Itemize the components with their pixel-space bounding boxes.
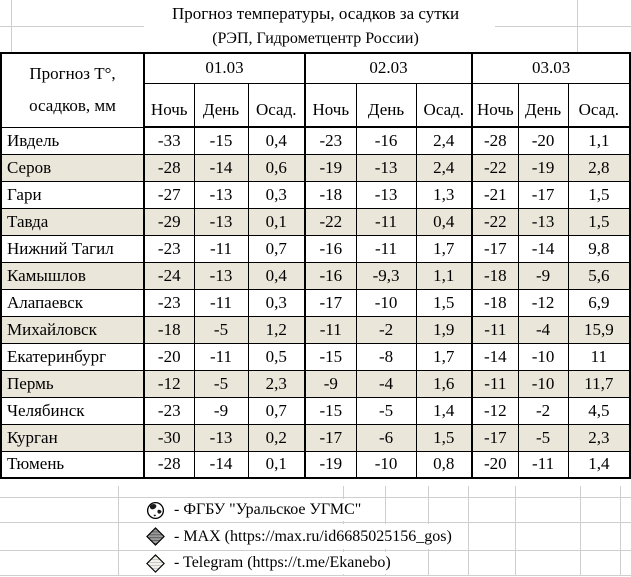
value-cell: -11 [194,235,248,262]
gridline [515,486,516,576]
value-cell: 1,3 [416,181,472,208]
page-title: Прогноз температуры, осадков за сутки [171,4,460,23]
value-cell: 0,6 [248,154,305,181]
table-row [1,289,630,316]
value-cell: -18 [144,316,194,343]
value-cell: 1,1 [416,262,472,289]
gridline [580,486,581,576]
value-cell: -5 [194,316,248,343]
value-cell: -18 [472,289,518,316]
subheader-precip: Осад. [248,83,305,127]
subheader-night: Ночь [472,83,518,127]
telegram-hatched-diamond-icon [145,553,165,573]
value-cell: -10 [518,343,568,370]
city-name: Ивдель [1,127,144,154]
value-cell: 1,6 [416,370,472,397]
subheader-precip: Осад. [568,83,630,127]
value-cell: 0,1 [248,208,305,235]
value-cell: -17 [305,289,356,316]
table-row [1,127,630,154]
table-row [1,397,630,424]
value-cell: -13 [194,208,248,235]
city-name: Екатеринбург [1,343,144,370]
value-cell: -16 [305,262,356,289]
city-name: Курган [1,424,144,451]
value-cell: -13 [356,154,416,181]
value-cell: -17 [472,424,518,451]
value-cell: 1,2 [248,316,305,343]
value-cell: -22 [472,208,518,235]
gridline [0,550,631,551]
value-cell: -23 [144,289,194,316]
value-cell: -19 [518,154,568,181]
date-header-1: 01.03 [144,53,305,83]
value-cell: -29 [144,208,194,235]
forecast-table-body [1,127,630,478]
city-name: Тавда [1,208,144,235]
value-cell: -18 [305,181,356,208]
gridline [620,486,621,576]
forecast-table [0,52,631,479]
value-cell: 0,4 [248,127,305,154]
gridline [118,486,119,576]
city-name: Алапаевск [1,289,144,316]
value-cell: -33 [144,127,194,154]
value-cell: 1,7 [416,235,472,262]
value-cell: -14 [194,451,248,478]
value-cell: -22 [305,208,356,235]
value-cell: -11 [194,289,248,316]
corner-label-line2: осадков, мм [29,96,116,116]
value-cell: -5 [518,424,568,451]
value-cell: 2,3 [568,424,630,451]
value-cell: -6 [356,424,416,451]
gridline [0,575,631,576]
value-cell: -9 [194,397,248,424]
gridline [0,522,631,523]
value-cell: 2,4 [416,154,472,181]
city-name: Тюмень [1,451,144,478]
value-cell: -22 [472,154,518,181]
value-cell: 0,3 [248,181,305,208]
value-cell: -10 [356,289,416,316]
subheader-day: День [194,83,248,127]
corner-header-cell [1,53,144,127]
value-cell: -11 [356,235,416,262]
subheader-night: Ночь [144,83,194,127]
value-cell: 2,3 [248,370,305,397]
table-row [1,424,630,451]
value-cell: -10 [356,451,416,478]
corner-label-line1: Прогноз Т°, [29,64,116,84]
value-cell: -11 [518,451,568,478]
value-cell: -19 [305,451,356,478]
gridline [0,497,631,498]
globe-icon [145,500,165,520]
value-cell: -23 [144,235,194,262]
value-cell: -27 [144,181,194,208]
value-cell: -5 [356,397,416,424]
value-cell: 0,7 [248,235,305,262]
page-subtitle: (РЭП, Гидрометцентр России) [212,30,419,47]
value-cell: -4 [518,316,568,343]
value-cell: -15 [194,127,248,154]
subheader-day: День [356,83,416,127]
date-header-row [1,53,630,83]
value-cell: 0,4 [416,208,472,235]
value-cell: -12 [472,397,518,424]
value-cell: -14 [194,154,248,181]
table-row [1,181,630,208]
value-cell: -14 [472,343,518,370]
table-row [1,235,630,262]
value-cell: -13 [194,424,248,451]
value-cell: -23 [305,127,356,154]
value-cell: -4 [356,370,416,397]
value-cell: -13 [356,181,416,208]
value-cell: 2,4 [416,127,472,154]
value-cell: -18 [472,262,518,289]
value-cell: -23 [144,397,194,424]
city-name: Камышлов [1,262,144,289]
value-cell: 1,5 [568,208,630,235]
value-cell: -13 [194,181,248,208]
value-cell: -9 [518,262,568,289]
value-cell: -20 [518,127,568,154]
value-cell: -28 [144,451,194,478]
value-cell: -14 [518,235,568,262]
table-row [1,451,630,478]
table-row [1,262,630,289]
value-cell: -2 [518,397,568,424]
value-cell: 0,1 [248,451,305,478]
value-cell: -20 [472,451,518,478]
value-cell: -13 [518,208,568,235]
value-cell: -12 [518,289,568,316]
value-cell: -30 [144,424,194,451]
value-cell: -21 [472,181,518,208]
value-cell: 6,9 [568,289,630,316]
value-cell: -11 [305,316,356,343]
value-cell: 0,5 [248,343,305,370]
subheader-day: День [518,83,568,127]
value-cell: 0,2 [248,424,305,451]
value-cell: -16 [356,127,416,154]
value-cell: -11 [472,370,518,397]
legend-row-telegram [143,552,401,574]
value-cell: 1,5 [416,424,472,451]
value-cell: 5,6 [568,262,630,289]
value-cell: -11 [194,343,248,370]
value-cell: 11,7 [568,370,630,397]
value-cell: -9,3 [356,262,416,289]
value-cell: 1,5 [568,181,630,208]
value-cell: -11 [356,208,416,235]
legend-text-ugms: - ФГБУ "Уральское УГМС" [174,501,362,518]
legend-link-telegram[interactable]: - Telegram (https://t.me/Ekanebo) [174,554,391,571]
value-cell: -12 [144,370,194,397]
value-cell: -17 [305,424,356,451]
value-cell: -17 [472,235,518,262]
value-cell: 1,4 [416,397,472,424]
city-name: Челябинск [1,397,144,424]
value-cell: -17 [518,181,568,208]
city-name: Михайловск [1,316,144,343]
value-cell: -19 [305,154,356,181]
value-cell: 11 [568,343,630,370]
table-row [1,208,630,235]
date-header-3: 03.03 [472,53,630,83]
value-cell: 1,7 [416,343,472,370]
value-cell: -13 [194,262,248,289]
subheader-night: Ночь [305,83,356,127]
value-cell: -28 [144,154,194,181]
value-cell: -16 [305,235,356,262]
value-cell: -8 [356,343,416,370]
table-row [1,154,630,181]
max-hatched-diamond-icon [145,527,165,547]
value-cell: -24 [144,262,194,289]
table-row [1,370,630,397]
value-cell: 1,5 [416,289,472,316]
date-header-2: 02.03 [305,53,472,83]
value-cell: -28 [472,127,518,154]
value-cell: -15 [305,397,356,424]
gridline [468,486,469,576]
value-cell: 0,3 [248,289,305,316]
value-cell: 0,4 [248,262,305,289]
value-cell: -11 [472,316,518,343]
city-name: Серов [1,154,144,181]
value-cell: 0,7 [248,397,305,424]
value-cell: -5 [194,370,248,397]
table-row [1,343,630,370]
value-cell: -15 [305,343,356,370]
value-cell: 15,9 [568,316,630,343]
value-cell: 1,1 [568,127,630,154]
city-name: Нижний Тагил [1,235,144,262]
city-name: Гари [1,181,144,208]
legend-row-ugms [143,499,371,521]
table-row [1,316,630,343]
legend-link-max[interactable]: - MAX (https://max.ru/id6685025156_gos) [174,527,452,545]
value-cell: -20 [144,343,194,370]
value-cell: 1,4 [568,451,630,478]
value-cell: 2,8 [568,154,630,181]
value-cell: 0,8 [416,451,472,478]
value-cell: 4,5 [568,397,630,424]
subheader-precip: Осад. [416,83,472,127]
legend-row-max [143,524,462,549]
value-cell: -2 [356,316,416,343]
value-cell: -10 [518,370,568,397]
value-cell: 1,9 [416,316,472,343]
value-cell: -9 [305,370,356,397]
city-name: Пермь [1,370,144,397]
value-cell: 9,8 [568,235,630,262]
